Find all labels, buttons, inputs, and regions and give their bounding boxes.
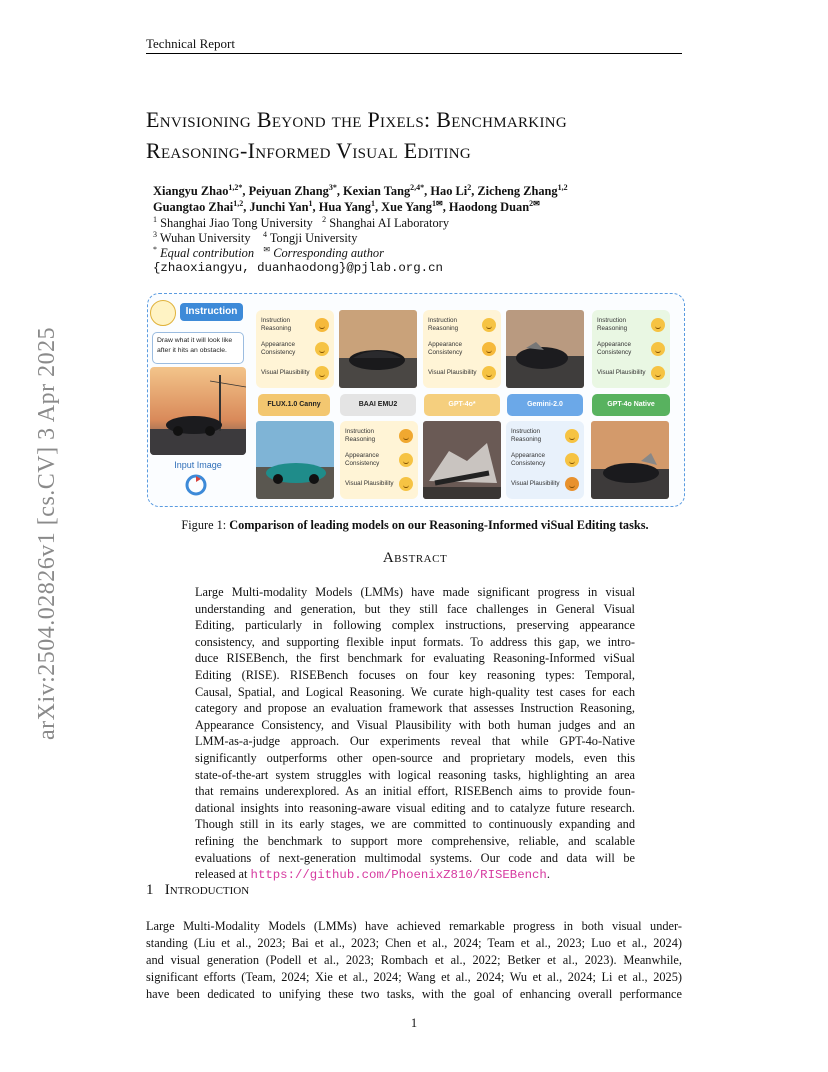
intro-line: significant efforts (Team, 2024; Xie et al., 2024; Wang et al., 2024; Wu et al., 2024; Li et al., 2025)	[146, 970, 682, 984]
title-line-1: Envisioning Beyond the Pixels: Benchmarking	[146, 107, 568, 132]
gpt4o-native-output-image	[591, 421, 669, 499]
criterion-label: Visual Plausibility	[345, 480, 394, 487]
eval-card-flux	[256, 310, 334, 388]
abstract-line: significantly outperforms other open-source and proprietary models, even this	[195, 750, 635, 765]
happy-face-icon	[651, 318, 665, 332]
happy-face-icon	[399, 453, 413, 467]
affiliation-2: Shanghai AI Laboratory	[329, 216, 450, 230]
author-line-1: Xiangyu Zhao$^{1,2*}$, Peiyuan Zhang$^{3*}$, Kexian Tang$^{2,4*}$, Hao Li$^2$, Zicheng Zhang$^{1,2}$	[153, 182, 568, 198]
happy-face-icon	[651, 342, 665, 356]
title-line-2: Reasoning-Informed Visual Editing	[146, 138, 471, 163]
criterion-label: Appearance Consistency	[345, 452, 380, 467]
equal-contribution-note: Equal contribution	[160, 246, 255, 260]
input-image-label: Input Image	[174, 460, 222, 470]
criterion-label: Visual Plausibility	[597, 369, 646, 376]
instruction-text: Draw what it will look like after it hits an obstacle.	[152, 332, 244, 364]
abstract-line: Appearance Consistency, and Visual Plausibility with both human judges and an	[195, 717, 635, 732]
abstract-line: released at	[195, 867, 248, 882]
criterion-label: Instruction Reasoning	[428, 317, 459, 332]
criterion-label: Visual Plausibility	[261, 369, 310, 376]
abstract-line: Though still in its early stages, we are committed to continuously expanding and	[195, 817, 635, 832]
affiliation-4: Tongji University	[269, 231, 358, 245]
eval-card-gemini	[506, 421, 584, 499]
abstract-heading: Abstract	[382, 550, 448, 566]
intro-body	[146, 918, 682, 1003]
running-header: Technical Report	[146, 36, 235, 51]
abstract-line: refining the benchmark to support more comprehensive, reliable, and scalable	[195, 833, 635, 848]
abstract-body	[195, 584, 635, 884]
section-heading	[146, 882, 249, 899]
caption-text: Comparison of leading models on our Reasoning-Informed viSual Editing tasks.	[229, 518, 649, 532]
code-repo-link[interactable]: https://github.com/PhoenixZ810/RISEBench	[250, 868, 547, 883]
criterion-label: Instruction Reasoning	[597, 317, 628, 332]
abstract-line: that remains underexplored. As an initial effort, RISEBench aims to provide foun-	[195, 784, 635, 799]
arxiv-id: arXiv:2504.02826v1 [cs.CV] 3 Apr 2025	[34, 326, 60, 740]
lightbulb-icon	[150, 300, 176, 326]
happy-face-icon	[482, 366, 496, 380]
abstract-line: LMM-as-a-judge approach. Our experiments reveal that while GPT-4o-Native	[195, 734, 635, 749]
author-line-2: Guangtao Zhai$^{1,2}$, Junchi Yan$^1$, Hua Yang$^1$, Xue Yang$^{1✉}$, Haodong Duan$^{2✉}$	[153, 198, 540, 214]
happy-face-icon	[565, 429, 579, 443]
intro-line: standing (Liu et al., 2023; Bai et al., 2023; Chen et al., 2024; Team et al., 2023; Luo et al., 2024)	[146, 936, 682, 950]
happy-face-icon	[482, 318, 496, 332]
model-emu2: BAAI EMU2	[340, 394, 416, 416]
neutral-face-icon	[315, 342, 329, 356]
abstract-line: consistency, and supporting flexible input formats. To address this gap, we intro-	[195, 634, 635, 649]
happy-face-icon	[315, 366, 329, 380]
criterion-label: Appearance Consistency	[597, 341, 632, 356]
happy-face-icon	[565, 453, 579, 467]
abstract-line: state-of-the-art system struggles with logical reasoning tasks, highlighting an area	[195, 767, 635, 782]
corresponding-note: Corresponding author	[273, 246, 384, 260]
instruction-tag: Instruction	[180, 303, 243, 321]
contact-email[interactable]: {zhaoxiangyu, duanhaodong}@pjlab.org.cn	[153, 261, 443, 275]
model-gemini: Gemini-2.0	[507, 394, 583, 416]
criterion-label: Appearance Consistency	[428, 341, 463, 356]
abstract-last-line: released at https://github.com/PhoenixZ810/RISEBench.	[195, 867, 550, 883]
affiliation-1: Shanghai Jiao Tong University	[160, 216, 313, 230]
criterion-label: Visual Plausibility	[428, 369, 477, 376]
abstract-line: dational insights into reasoning-aware visual editing and to catalyze future research.	[195, 800, 635, 815]
criterion-label: Visual Plausibility	[511, 480, 560, 487]
abstract-line: category and propose an evaluation framework that assesses Instruction Reasoning,	[195, 701, 635, 716]
intro-line: have been dedicated to unifying these two tasks, with the goal of enhancing overall performance	[146, 987, 682, 1001]
neutral-face-icon	[482, 342, 496, 356]
eval-card-emu2	[340, 421, 418, 499]
criterion-label: Instruction Reasoning	[511, 428, 542, 443]
paper-title	[146, 104, 706, 166]
sad-face-icon	[315, 318, 329, 332]
figure-caption	[147, 518, 683, 533]
model-flux: FLUX.1.0 Canny	[258, 394, 330, 416]
abstract-line: Causal, Spatial, and Logical Reasoning. We curate high-quality test cases for each	[195, 684, 635, 699]
criterion-label: Instruction Reasoning	[345, 428, 376, 443]
abstract-line: Large Multi-modality Models (LMMs) have made significant progress in visual	[195, 585, 635, 599]
intro-line: Large Multi-Modality Models (LMMs) have achieved remarkable progress in both visual under-	[146, 919, 682, 933]
page-number: 1	[410, 1016, 418, 1030]
eval-card-gpt4o-native	[592, 310, 670, 388]
criterion-label: Appearance Consistency	[261, 341, 296, 356]
gemini-output-image	[506, 310, 584, 388]
criterion-label: Instruction Reasoning	[261, 317, 292, 332]
criterion-label: Appearance Consistency	[511, 452, 546, 467]
recycle-icon	[182, 474, 210, 496]
abstract-line: Editing, particularly in following complex instructions, preserving appearance	[195, 618, 635, 633]
abstract-line: Editing (RISE). RISEBench focuses on four key reasoning types: Temporal,	[195, 667, 635, 682]
input-image	[150, 367, 246, 455]
abstract-line: duce RISEBench, the first benchmark for evaluating Reasoning-Informed viSual	[195, 651, 635, 666]
arxiv-watermark	[34, 300, 60, 740]
affiliations: $^1$ Shanghai Jiao Tong University $^2$ Shanghai AI Laboratory $^3$ Wuhan University $^4$ Tongji University * Equal contribution ✉ Corresponding author {zhaoxiangyu, duanhaodong}@pjlab.org.cn	[153, 216, 673, 276]
intro-line: and visual generation (Podell et al., 2023; Rombach et al., 2022; Betker et al., 2023). Meanwhile,	[146, 953, 682, 967]
sad-face-icon	[565, 477, 579, 491]
happy-face-icon	[651, 366, 665, 380]
affiliation-3: Wuhan University	[159, 231, 251, 245]
eval-card-gpt4o-star	[423, 310, 501, 388]
happy-face-icon	[399, 477, 413, 491]
abstract-line: understanding and generation, but they still face challenges in General Visual	[195, 601, 635, 616]
model-gpt4o-star: GPT-4o*	[424, 394, 500, 416]
abstract-line: evaluations of next-generation multimodal systems. Our code and data will be	[195, 850, 635, 865]
header-rule	[146, 53, 682, 54]
sad-face-icon	[399, 429, 413, 443]
caption-label: Figure 1:	[181, 518, 227, 532]
gpt4o-star-output-image	[423, 421, 501, 499]
emu2-output-image	[339, 310, 417, 388]
author-list	[153, 183, 673, 215]
model-gpt4o-native: GPT-4o Native	[592, 394, 670, 416]
section-number: 1	[146, 882, 154, 898]
flux-output-image	[256, 421, 334, 499]
section-title: Introduction	[164, 882, 250, 898]
